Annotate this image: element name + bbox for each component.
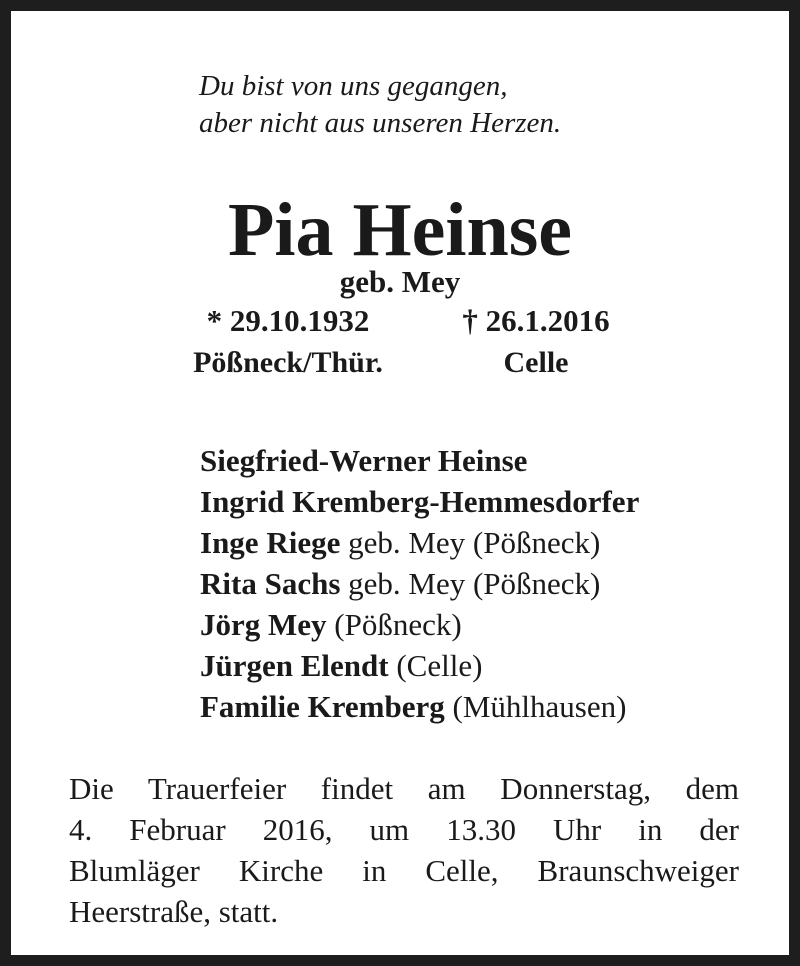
notice-line-4: Heerstraße, statt. <box>69 894 279 929</box>
mourners-list <box>200 440 639 727</box>
notice-line-2: 4. Februar 2016, um 13.30 Uhr in der <box>69 812 739 847</box>
death-place: Celle <box>503 346 569 379</box>
mourner-note: geb. Mey (Pößneck) <box>340 566 601 601</box>
birth-date: * 29.10.1932 <box>206 303 370 338</box>
notice-line-1: Die Trauerfeier findet am Donnerstag, dem <box>69 771 739 806</box>
birth-place: Pößneck/Thür. <box>193 346 383 379</box>
mourner-item <box>200 686 639 727</box>
mourner-item <box>200 440 639 481</box>
deceased-name: Pia Heinse <box>227 188 573 272</box>
mourner-item <box>200 645 639 686</box>
mourner-name: Jürgen Elendt <box>200 648 389 683</box>
mourner-note: geb. Mey (Pößneck) <box>340 525 601 560</box>
mourner-name: Jörg Mey <box>200 607 327 642</box>
mourner-item <box>200 522 639 563</box>
death-date: † 26.1.2016 <box>462 303 610 338</box>
mourner-item <box>200 481 639 522</box>
mourner-name: Ingrid Kremberg-Hemmesdorfer <box>200 484 640 519</box>
funeral-notice <box>69 768 739 932</box>
mourner-name: Rita Sachs <box>200 566 341 601</box>
mourner-name: Inge Riege <box>200 525 341 560</box>
mourner-item <box>200 563 639 604</box>
notice-line-3: Blumläger Kirche in Celle, Braunschweiger <box>69 853 739 888</box>
mourner-note: (Celle) <box>388 648 483 683</box>
motto-line-1: Du bist von uns gegangen, <box>199 70 508 102</box>
birth-name: geb. Mey <box>339 264 461 299</box>
mourner-item <box>200 604 639 645</box>
mourner-name: Familie Kremberg <box>200 689 445 724</box>
mourner-name: Siegfried-Werner Heinse <box>200 443 528 478</box>
mourner-note: (Mühlhausen) <box>444 689 627 724</box>
motto-line-2: aber nicht aus unseren Herzen. <box>199 107 562 139</box>
motto <box>199 68 561 142</box>
mourner-note: (Pößneck) <box>326 607 462 642</box>
